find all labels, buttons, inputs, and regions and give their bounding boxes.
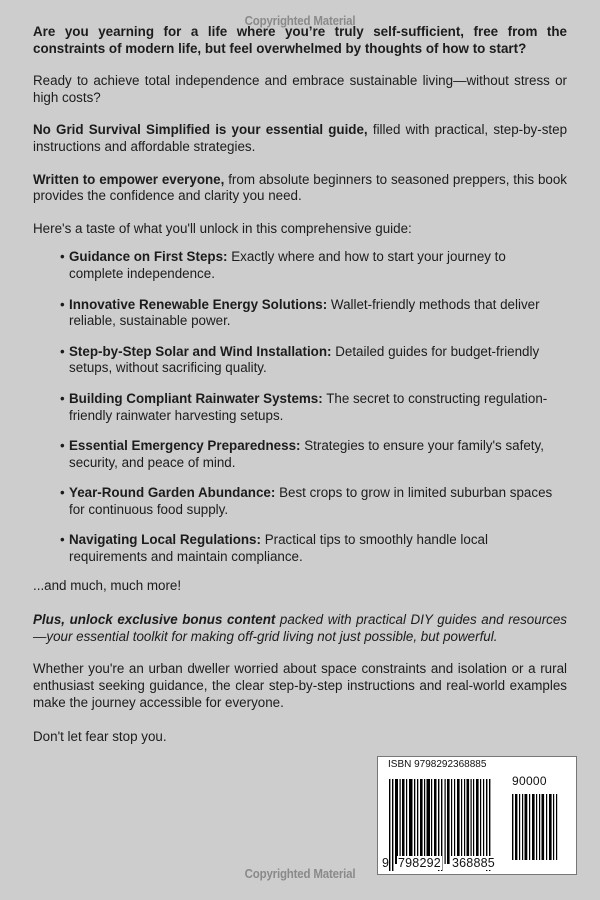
feature-text: The secret to constructing regulation-friendly rainwater harvesting setups. xyxy=(69,390,548,423)
feature-title: Guidance on First Steps: xyxy=(69,249,228,265)
bonus-paragraph xyxy=(33,612,567,645)
feature-title: Step-by-Step Solar and Wind Installation: xyxy=(69,343,332,359)
closing-line: Don't let fear stop you. xyxy=(33,729,167,745)
feature-text: Best crops to grow in limited suburban spaces for continuous food supply. xyxy=(69,485,553,517)
barcode-addon-code: 90000 xyxy=(512,774,547,788)
feature-item xyxy=(33,438,555,471)
feature-item xyxy=(33,532,555,565)
audience-scope-paragraph: Whether you're an urban dweller worried about space constraints and isolation or a rural enthusiast seeking guidance, the clear step-by-step instructions and real-world examples make the journey accessible for everyone. xyxy=(33,661,567,710)
barcode-digits-right: 368885 xyxy=(452,856,495,870)
feature-text: Exactly where and how to start your journey to complete independence. xyxy=(69,249,506,281)
audience-paragraph xyxy=(33,172,567,205)
feature-text: Practical tips to smoothly handle local requirements and maintain compliance. xyxy=(69,532,488,565)
copyright-watermark-top: Copyrighted Material xyxy=(244,14,356,28)
barcode-lead-digit: 9 xyxy=(382,856,389,870)
bullet-icon: • xyxy=(60,390,65,406)
copyright-watermark-bottom: Copyrighted Material xyxy=(244,867,356,881)
feature-title: Innovative Renewable Energy Solutions: xyxy=(69,296,328,312)
audience-paragraph-bold: Written to empower everyone, xyxy=(33,171,225,187)
feature-item xyxy=(33,485,555,518)
feature-title: Year-Round Garden Abundance: xyxy=(69,485,276,501)
bullet-icon: • xyxy=(60,296,65,312)
isbn-barcode xyxy=(377,756,577,875)
feature-text: Strategies to ensure your family's safety, security, and peace of mind. xyxy=(69,438,544,470)
bonus-paragraph-bold: Plus, unlock exclusive bonus content xyxy=(33,612,276,628)
feature-item xyxy=(33,391,555,424)
feature-text: Wallet-friendly methods that deliver reliable, sustainable power. xyxy=(69,296,540,329)
bullet-icon: • xyxy=(60,532,65,548)
feature-item xyxy=(33,249,555,282)
feature-item xyxy=(33,297,555,330)
back-cover-text xyxy=(33,24,567,746)
guide-paragraph-bold: No Grid Survival Simplified is your essential guide, xyxy=(33,122,368,138)
audience-paragraph-rest: from absolute beginners to seasoned preppers, this book provides the confidence and clarity you need. xyxy=(33,171,567,204)
feature-title: Essential Emergency Preparedness: xyxy=(69,438,301,454)
bullet-icon: • xyxy=(60,249,65,265)
hook-question: Are you yearning for a life where you’re truly self-sufficient, free from the constraints of modern life, but feel overwhelmed by thoughts of how to start? xyxy=(33,24,567,56)
list-intro: Here's a taste of what you'll unlock in this comprehensive guide: xyxy=(33,220,412,236)
feature-title: Building Compliant Rainwater Systems: xyxy=(69,390,323,406)
guide-paragraph-rest: filled with practical, step-by-step instructions and affordable strategies. xyxy=(33,122,568,154)
bonus-paragraph-rest: packed with practical DIY guides and resources—your essential toolkit for making off-grid living not just possible, but powerful. xyxy=(33,612,567,644)
bullet-icon: • xyxy=(60,343,65,359)
feature-text: Detailed guides for budget-friendly setups, without sacrificing quality. xyxy=(69,343,540,376)
and-more-text: ...and much, much more! xyxy=(33,577,182,593)
barcode-digits-left: 798292 xyxy=(398,856,441,870)
intro-paragraph: Ready to achieve total independence and embrace sustainable living—without stress or high costs? xyxy=(33,73,567,105)
feature-item xyxy=(33,344,555,377)
guide-paragraph xyxy=(33,122,567,155)
bullet-icon: • xyxy=(60,485,65,501)
bullet-icon: • xyxy=(60,438,65,454)
isbn-label: ISBN 9798292368885 xyxy=(388,759,487,770)
feature-title: Navigating Local Regulations: xyxy=(69,532,261,548)
feature-list xyxy=(33,249,567,565)
